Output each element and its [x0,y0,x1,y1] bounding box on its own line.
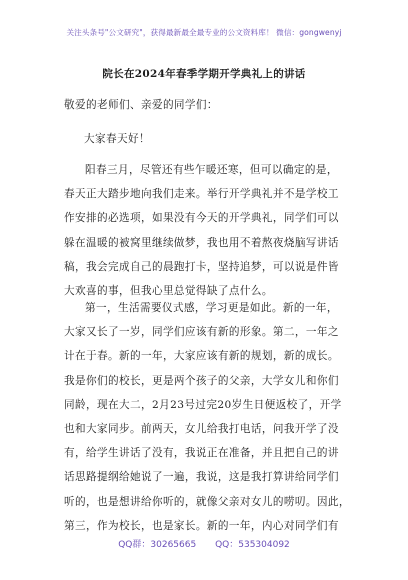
paragraph-line: 有，给学生讲话了没有，我说正在准备，并且把自己的讲 [64,447,339,460]
header-note: 关注头条号"公文研究"，获得最新最全最专业的公文资料库！ 微信：gongwenyj [66,28,342,37]
paragraph-line: 躲在温暖的被窝里继续做梦，我也用不着熬夜烧脑写讲话 [64,236,339,249]
footer-qq-group: QQ群：30265665 [118,540,197,550]
paragraph-line: 话思路提纲给她说了一遍，我说，这是我打算讲给同学们 [64,471,339,484]
paragraph-line: 第三，作为校长，也是家长。新的一年，内心对同学们有 [64,519,339,532]
paragraph-line: 第一，生活需要仪式感，学习更是如此。新的一年， [85,302,338,314]
paragraph-line: 大欢喜的事，但我心里总觉得缺了点什么。 [64,285,273,298]
greeting-line: 大家春天好！ [84,133,150,145]
paragraph-line: 春天正大踏步地向我们走来。举行开学典礼并不是学校工 [64,188,339,201]
paragraph-line: 听的，也是想讲给你听的，就像父亲对女儿的唠叨。因此， [64,495,350,508]
paragraph-line: 作安排的必选项，如果没有今天的开学典礼，同学们可以 [64,212,339,225]
footer-contact [0,537,408,550]
document-title: 院长在2024年春季学期开学典礼上的讲话 [102,68,306,80]
paragraph-line: 阳春三月，尽管还有些乍暖还寒，但可以确定的是， [85,164,338,176]
paragraph-1 [64,158,354,303]
paragraph-line: 稿，我会完成自己的晨跑打卡，坚持追梦，可以说是件皆 [64,260,339,273]
paragraph-line: 同龄，现在大二，2月23号过完20岁生日便返校了，开学 [64,398,342,411]
footer-qq: QQ：535304092 [215,540,290,550]
salutation-line: 敬爱的老师们、亲爱的同学们： [64,99,218,111]
paragraph-line: 计在于春。新的一年，大家应该有新的规划，新的成长。 [64,350,339,363]
paragraph-line: 大家又长了一岁，同学们应该有新的形象。第二，一年之 [64,326,339,339]
greeting [84,127,374,151]
salutation [64,93,354,117]
paragraph-line: 我是你们的校长，更是两个孩子的父亲，大学女儿和你们 [64,374,339,387]
paragraph-2 [64,296,354,538]
paragraph-line: 也和大家同步。前两天，女儿给我打电话，问我开学了没 [64,423,339,436]
